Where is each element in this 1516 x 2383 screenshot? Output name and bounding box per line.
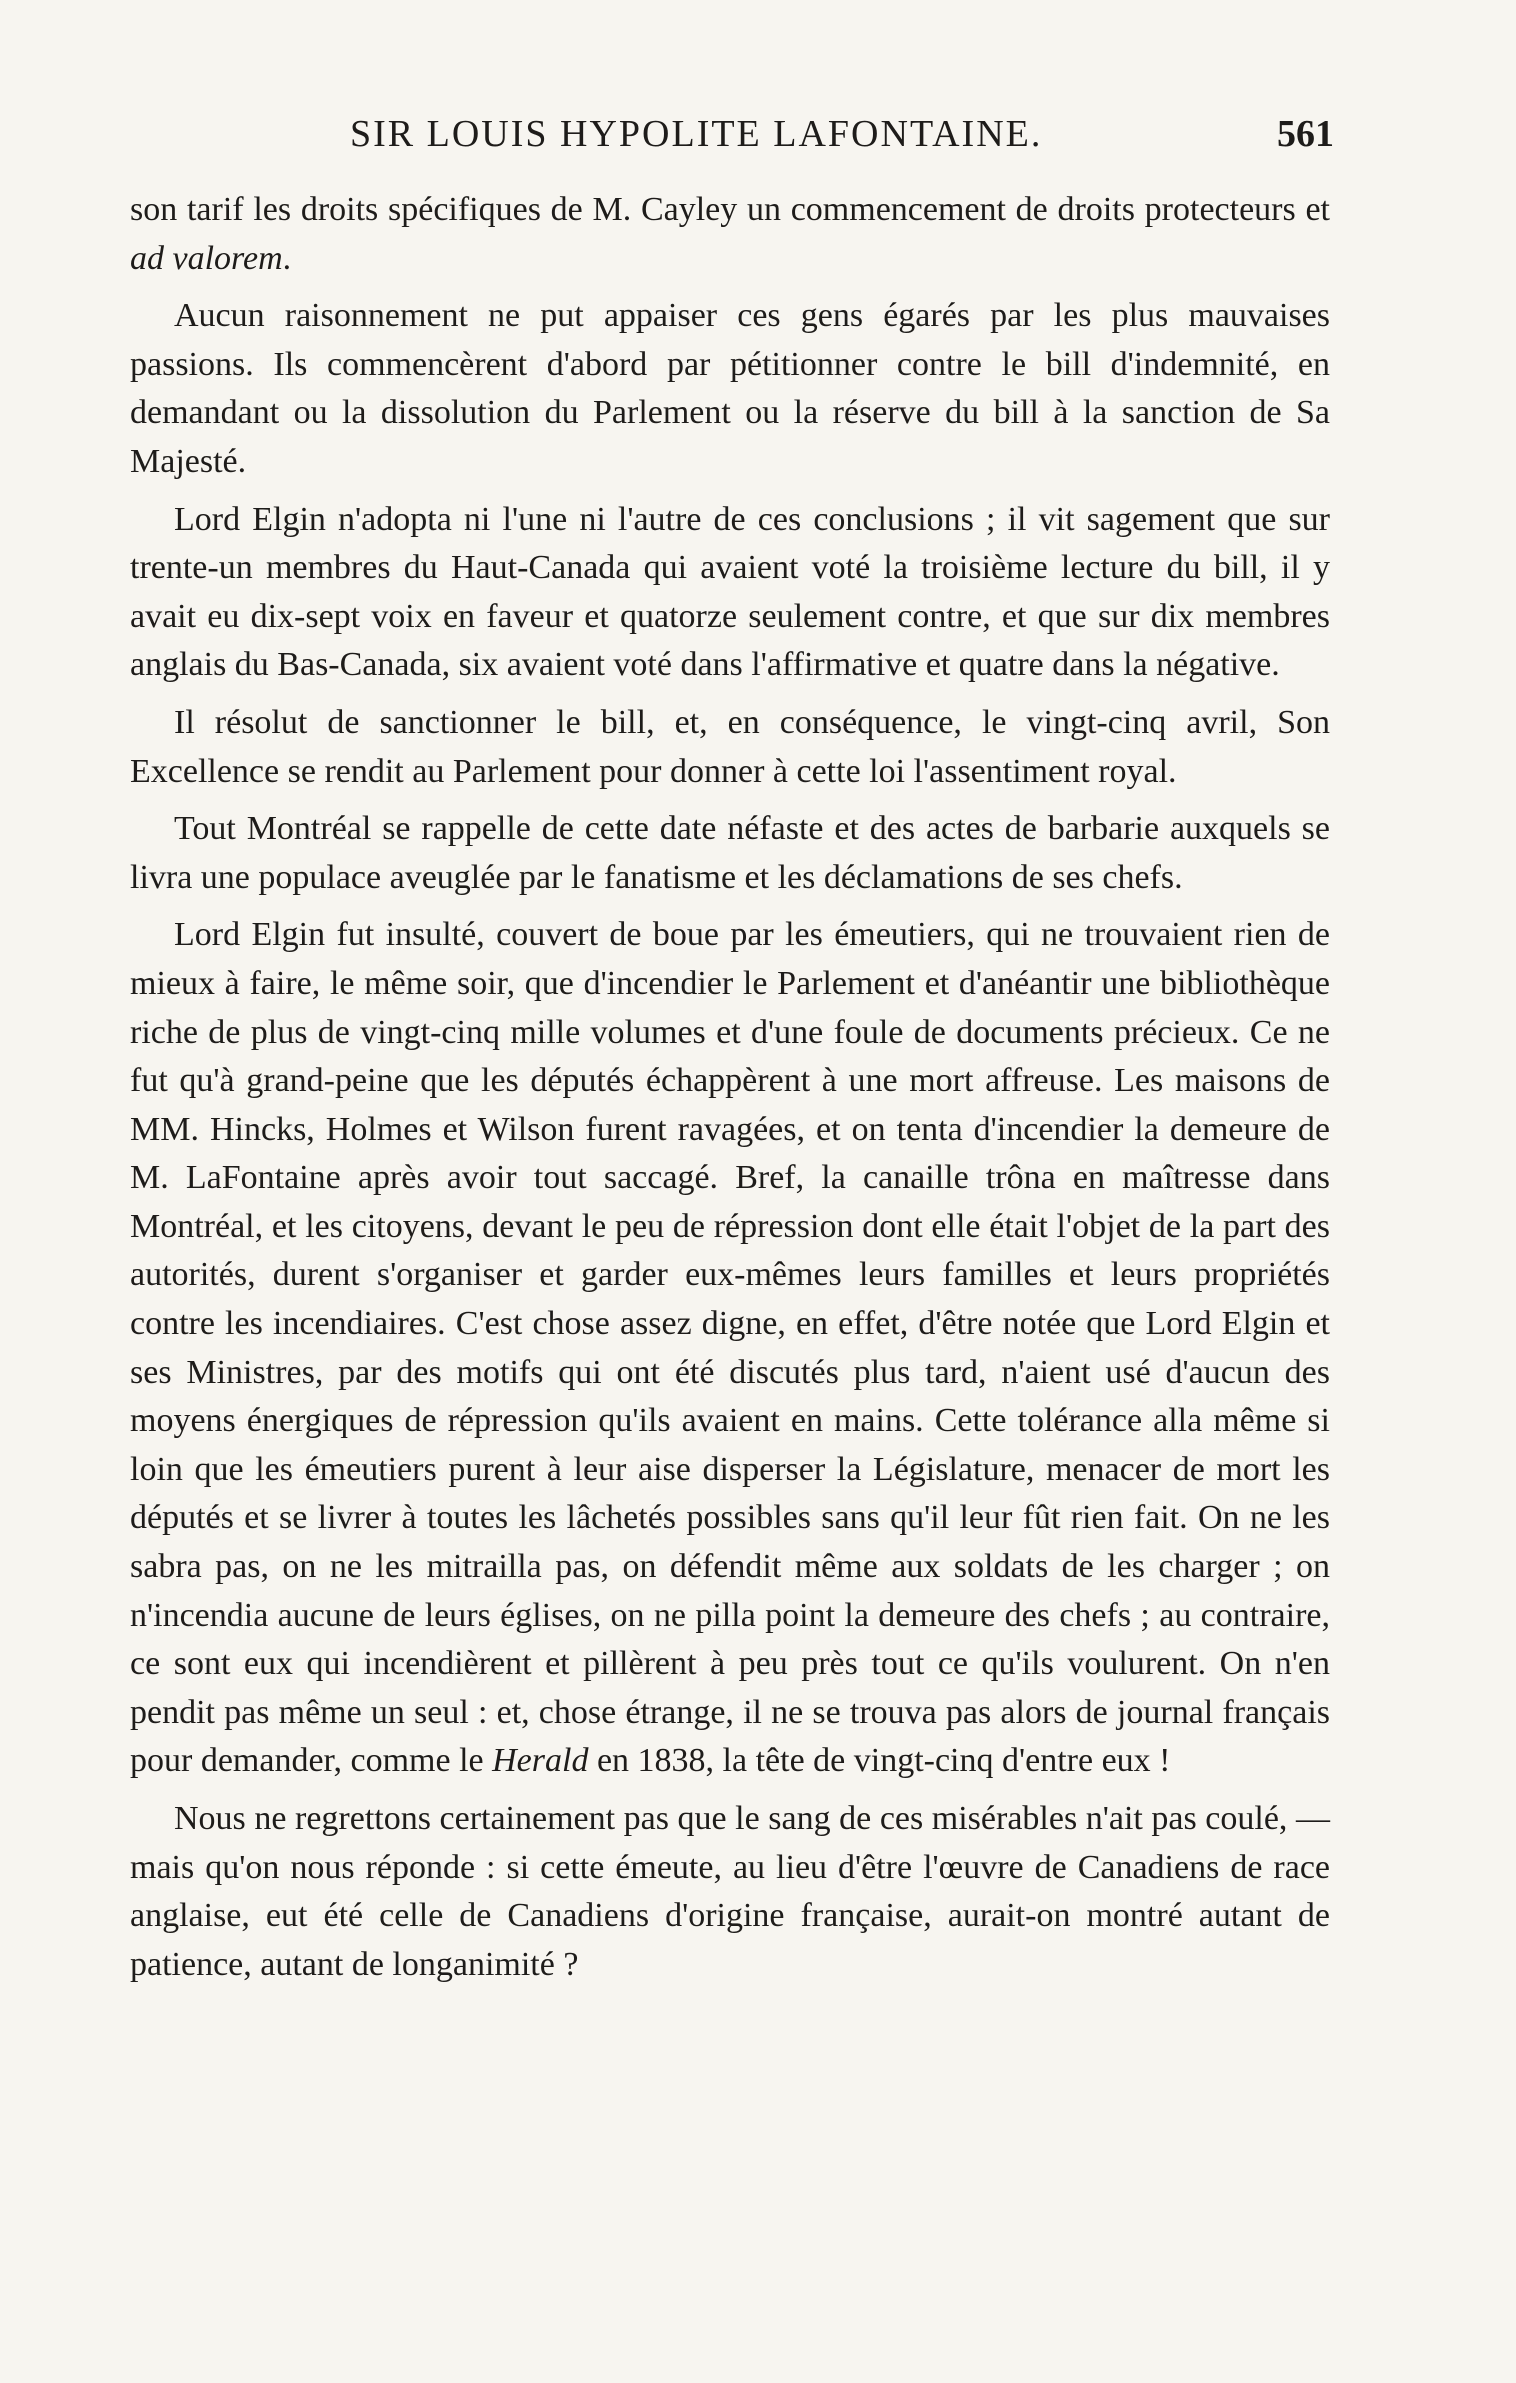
paragraph-7: Nous ne regrettons certainement pas que le sang de ces misérables n'ait pas coulé, — mais qu'on nous réponde : si cette émeute, au lieu d'être l'œuvre de Canadiens de race anglaise, eut été celle de Canadiens d'origine française, aurait-on montré autant de patience, autant de longanimité ? [130, 1800, 1330, 1983]
page-body [130, 186, 1330, 1989]
paragraph-1 [130, 186, 1330, 283]
paragraph-1-italic: ad valorem [130, 239, 283, 277]
page-number: 561 [1277, 113, 1334, 155]
paragraph-1-text: son tarif les droits spécifiques de M. Cayley un commencement de droits protecteurs et [130, 191, 1330, 228]
running-title: SIR LOUIS HYPOLITE LAFONTAINE. [350, 113, 1043, 155]
herald-italic: Herald [492, 1742, 589, 1780]
paragraph-3: Lord Elgin n'adopta ni l'une ni l'autre de ces conclusions ; il vit sagement que sur trente-un membres du Haut-Canada qui avaient voté la troisième lecture du bill, il y avait eu dix-sept voix en faveur et quatorze seulement contre, et que sur dix membres anglais du Bas-Canada, six avaient voté dans l'affirmative et quatre dans la négative. [130, 500, 1330, 684]
paragraph-5: Tout Montréal se rappelle de cette date néfaste et des actes de barbarie auxquels se livra une populace aveuglée par le fanatisme et les déclamations de ses chefs. [130, 810, 1330, 896]
paragraph-6-end: en 1838, la tête de vingt-cinq d'entre eux ! [588, 1742, 1171, 1780]
paragraph-6-text: Lord Elgin fut insulté, couvert de boue par les émeutiers, qui ne trouvaient rien de mieux à faire, le même soir, que d'incendier le Parlement et d'anéantir une bibliothèque riche de plus de vingt-cinq mille volumes et d'une foule de documents précieux. Ce ne fut qu'à grand-peine que les députés échappèrent à une mort affreuse. Les maisons de MM. Hincks, Holmes et Wilson furent ravagées, et on tenta d'incendier la demeure de M. LaFontaine après avoir tout saccagé. Bref, la canaille trôna en maîtresse dans Montréal, et les citoyens, devant le peu de répression dont elle était l'objet de la part des autorités, durent s'organiser et garder eux-mêmes leurs familles et leurs propriétés contre les incendiaires. C'est chose assez digne, en effet, d'être notée que Lord Elgin et ses Ministres, par des motifs qui ont été discutés plus tard, n'aient usé d'aucun des moyens énergiques de répression qu'ils avaient en mains. Cette tolérance alla même si loin que les émeutiers purent à leur aise disperser la Législature, menacer de mort les députés et se livrer à toutes les lâchetés possibles sans qu'il leur fût rien fait. On ne les sabra pas, on ne les mitrailla pas, on défendit même aux soldats de les charger ; on n'incendia aucune de leurs églises, on ne pilla point la demeure des chefs ; au contraire, ce sont eux qui incendièrent et pillèrent à peu près tout ce qu'ils voulurent. On n'en pendit pas même un seul : et, chose étrange, il ne se trouva pas alors de journal français pour demander, comme le [130, 916, 1330, 1780]
paragraph-1-end: . [282, 239, 292, 277]
paragraph-4: Il résolut de sanctionner le bill, et, en conséquence, le vingt-cinq avril, Son Excellence se rendit au Parlement pour donner à cette loi l'assentiment royal. [130, 703, 1330, 790]
paragraph-2: Aucun raisonnement ne put appaiser ces gens égarés par les plus mauvaises passions. Ils commencèrent d'abord par pétitionner contre le bill d'indemnité, en demandant ou la dissolution du Parlement ou la réserve du bill à la sanction de Sa Majesté. [130, 297, 1330, 480]
paragraph-6 [130, 911, 1330, 1786]
page-header [130, 112, 1334, 162]
